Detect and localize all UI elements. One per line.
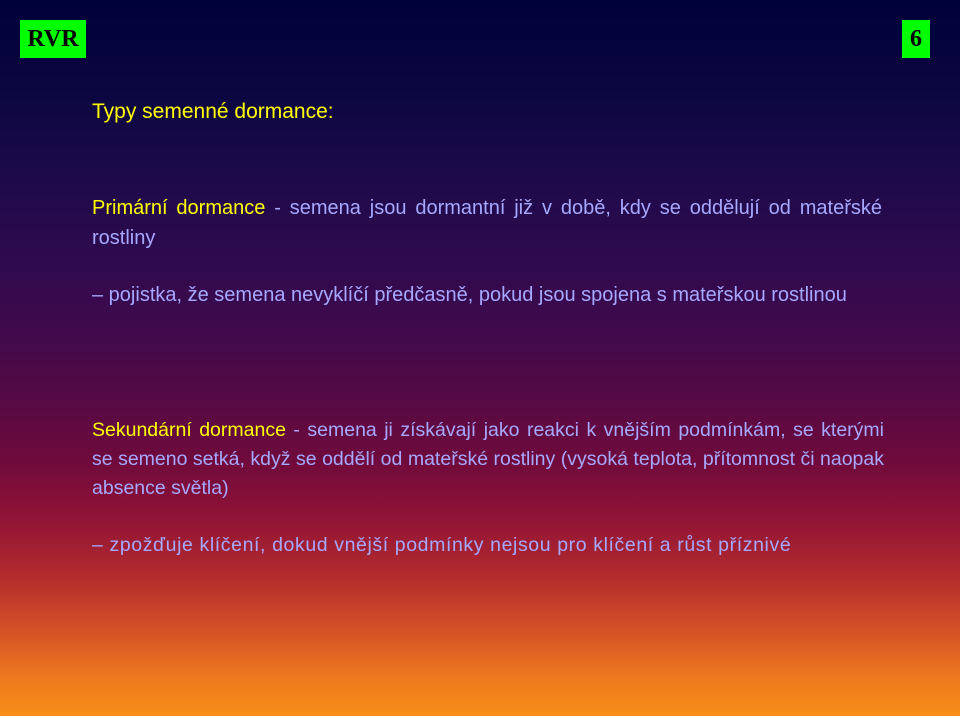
slide-heading: Typy semenné dormance:: [92, 100, 334, 123]
primary-dormance-definition: - semena jsou dormantní již v době, kdy se oddělují od mateřské rostliny: [92, 197, 883, 249]
rvr-logo-box: RVR: [20, 20, 86, 58]
page-number-box: 6: [902, 20, 930, 58]
primary-dormance-term: Primární dormance: [92, 197, 266, 219]
secondary-dormance-paragraph: [92, 416, 884, 503]
primary-dormance-note: – pojistka, že semena nevyklíčí předčasně, pokud jsou spojena s mateřskou rostlinou: [92, 284, 847, 306]
secondary-dormance-definition: - semena ji získávají jako reakci k vnějším podmínkám, se kterými se semeno setká, když se oddělí od mateřské rostliny (vysoká teplota, přítomnost či naopak absence světla): [92, 419, 884, 499]
secondary-dormance-note: – zpožďuje klíčení, dokud vnější podmínky nejsou pro klíčení a růst příznivé: [92, 534, 792, 556]
secondary-dormance-term: Sekundární dormance: [92, 419, 286, 441]
primary-dormance-paragraph: [92, 193, 882, 253]
